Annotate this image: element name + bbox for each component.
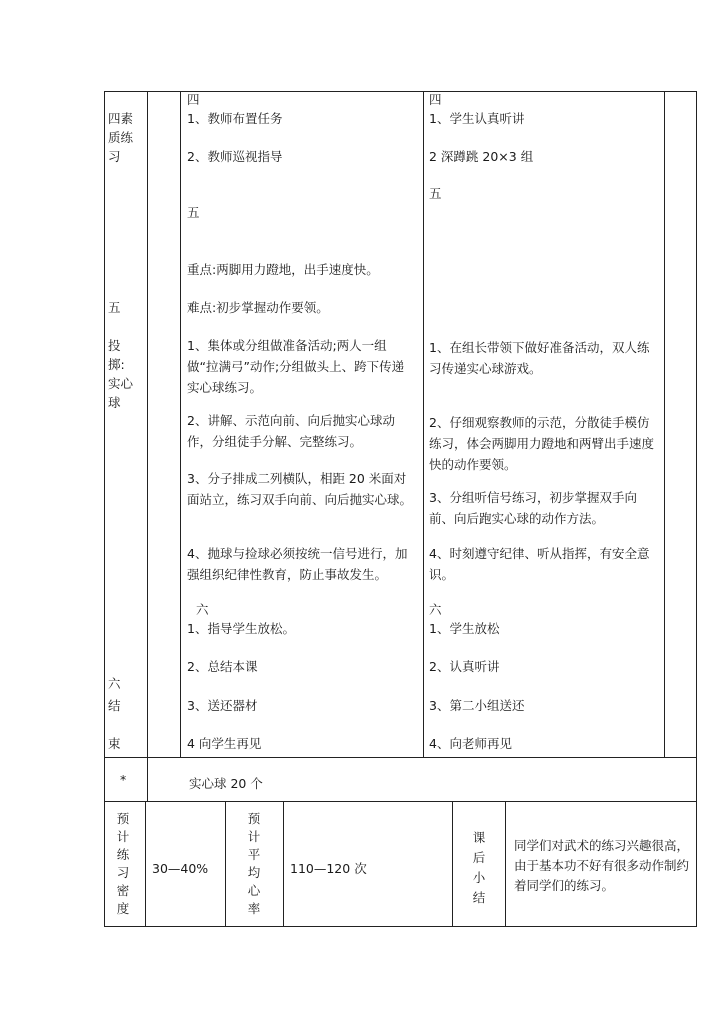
summary-divider-1 <box>145 801 146 926</box>
sec5-number: 五 <box>108 300 121 315</box>
teacher-sec4-item1: 1、教师布置任务 <box>187 111 283 126</box>
teacher-sec4-item2: 2、教师巡视指导 <box>187 149 283 164</box>
teacher-difficulty: 难点:初步掌握动作要领。 <box>187 300 329 315</box>
teacher-sec6-item1: 1、指导学生放松。 <box>187 621 295 636</box>
summary-divider-5 <box>505 801 506 926</box>
sec6-title-line1: 结 <box>108 698 121 713</box>
density-label: 预计练习密度 <box>116 811 130 916</box>
reflection-label: 课后小结 <box>472 830 486 905</box>
student-sec5-item2: 2、仔细观察教师的示范，分散徒手模仿练习，体会两脚用力蹬地和两臂出手速度快的动作要领。 <box>429 415 655 472</box>
equipment-text: 实心球 20 个 <box>189 776 263 791</box>
student-sec6-header: 六 <box>429 602 442 617</box>
sec4-title-line2: 质练 <box>108 130 134 145</box>
sec5-title-line2: 掷: <box>108 357 125 372</box>
table-bottom-border <box>104 926 697 927</box>
student-sec6-item2: 2、认真听讲 <box>429 659 500 674</box>
teacher-key-point: 重点:两脚用力蹬地，出手速度快。 <box>187 262 379 277</box>
sec4-title-line3: 习 <box>108 149 121 164</box>
col-divider-1 <box>147 91 148 757</box>
col-divider-4 <box>664 91 665 757</box>
equipment-star: * <box>120 772 127 787</box>
student-sec4-item2: 2 深蹲跳 20×3 组 <box>429 149 534 164</box>
sec5-title-line1: 投 <box>108 338 121 353</box>
heart-rate-label: 预计平均心率 <box>247 811 261 916</box>
heart-rate-value: 110—120 次 <box>290 861 367 876</box>
col-divider-3 <box>423 91 424 757</box>
teacher-sec6-header: 六 <box>196 602 209 617</box>
teacher-sec5-item1: 1、集体或分组做准备活动;两人一组做“拉满弓”动作;分组做头上、跨下传递实心球练习。 <box>187 338 405 395</box>
sec5-title-line3: 实心 <box>108 376 134 391</box>
student-sec6-item3: 3、第二小组送还 <box>429 698 525 713</box>
summary-divider-2 <box>225 801 226 926</box>
row-divider-1 <box>104 757 697 758</box>
reflection-text: 同学们对武术的练习兴趣很高，由于基本功不好有很多动作制约着同学们的练习。 <box>514 838 690 893</box>
teacher-sec4-header: 四 <box>187 92 200 107</box>
teacher-sec6-item3: 3、送还器材 <box>187 698 258 713</box>
sec6-number: 六 <box>108 676 121 691</box>
teacher-sec5-header: 五 <box>187 205 200 220</box>
sec5-title-line4: 球 <box>108 395 121 410</box>
teacher-sec6-item2: 2、总结本课 <box>187 659 258 674</box>
teacher-sec5-item4: 4、抛球与捡球必须按统一信号进行，加强组织纪律性教育，防止事故发生。 <box>187 546 408 582</box>
summary-divider-3 <box>283 801 284 926</box>
equip-divider <box>147 757 148 801</box>
teacher-sec5-item2: 2、讲解、示范向前、向后抛实心球动作，分组徒手分解、完整练习。 <box>187 413 395 449</box>
col-divider-2 <box>180 91 181 757</box>
teacher-sec6-item4: 4 向学生再见 <box>187 736 262 751</box>
sec6-title-line2: 束 <box>108 736 121 751</box>
student-sec6-item1: 1、学生放松 <box>429 621 500 636</box>
row-divider-2 <box>104 801 697 802</box>
density-value: 30—40% <box>152 861 209 876</box>
student-sec4-header: 四 <box>429 92 442 107</box>
student-sec5-item1: 1、在组长带领下做好准备活动，双人练习传递实心球游戏。 <box>429 340 650 376</box>
student-sec6-item4: 4、向老师再见 <box>429 736 512 751</box>
student-sec5-item4: 4、时刻遵守纪律、听从指挥，有安全意识。 <box>429 546 650 582</box>
student-sec5-item3: 3、分组听信号练习，初步掌握双手向前、向后跑实心球的动作方法。 <box>429 490 637 526</box>
student-sec4-item1: 1、学生认真听讲 <box>429 111 525 126</box>
sec4-title-line1: 四素 <box>108 111 134 126</box>
student-sec5-header: 五 <box>429 186 442 201</box>
teacher-sec5-item3: 3、分子排成二列横队，相距 20 米面对面站立，练习双手向前、向后抛实心球。 <box>187 471 413 507</box>
summary-divider-4 <box>452 801 453 926</box>
